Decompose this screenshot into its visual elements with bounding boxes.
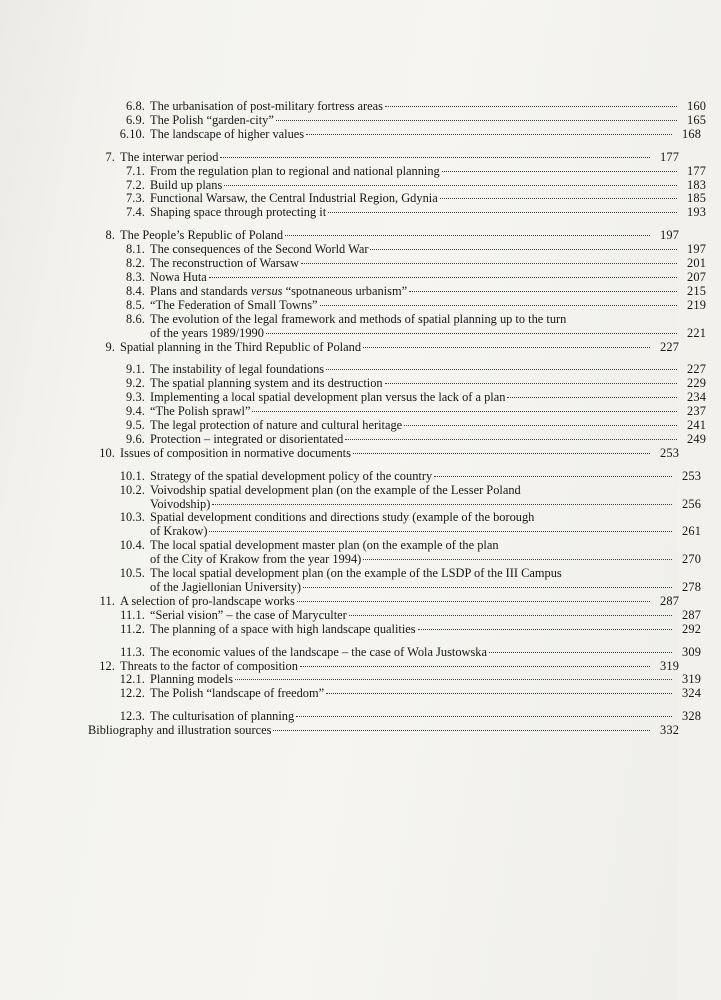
toc-leader-dots bbox=[385, 382, 677, 384]
toc-page-number: 168 bbox=[682, 126, 702, 141]
toc-entry-number: 7.4. bbox=[126, 205, 145, 220]
toc-entry[interactable] bbox=[36, 299, 721, 311]
toc-entry[interactable] bbox=[36, 710, 716, 722]
toc-entry-title: The local spatial development master plan (on the example of the plan bbox=[150, 538, 499, 553]
toc-entry-number: 10.1. bbox=[119, 468, 145, 483]
toc-page-number: 256 bbox=[682, 496, 702, 511]
toc-entry-continuation[interactable] bbox=[36, 498, 716, 510]
toc-entry[interactable] bbox=[36, 539, 716, 551]
toc-entry-title-line2: Voivodship) bbox=[150, 496, 211, 511]
toc-leader-dots bbox=[297, 600, 650, 602]
toc-entry-title: Threats to the factor of composition bbox=[120, 658, 298, 673]
toc-leader-dots bbox=[306, 133, 672, 135]
toc-entry-continuation[interactable] bbox=[36, 581, 716, 593]
toc-entry-number: 8.2. bbox=[126, 256, 145, 271]
toc-entry-title-line2: of the Jagiellonian University) bbox=[150, 580, 302, 594]
toc-entry-number: 8.3. bbox=[126, 269, 145, 284]
toc-entry-number: 12.3. bbox=[119, 709, 145, 724]
toc-entry-number: 10.5. bbox=[119, 566, 145, 581]
toc-entry-title: The Polish “landscape of freedom” bbox=[150, 686, 325, 701]
toc-entry-number: 10. bbox=[99, 445, 115, 460]
toc-entry[interactable] bbox=[36, 405, 721, 417]
toc-leader-dots bbox=[266, 332, 677, 334]
toc-page-number-placeholder bbox=[674, 539, 716, 551]
toc-entry[interactable] bbox=[36, 623, 716, 635]
toc-leader-spacer bbox=[564, 573, 672, 574]
toc-entry-title: The economic values of the landscape – the case of Wola Justowska bbox=[150, 644, 487, 659]
toc-page-number: 219 bbox=[687, 297, 707, 312]
toc-entry-title: From the regulation plan to regional and national planning bbox=[150, 163, 440, 178]
toc-leader-dots bbox=[409, 290, 677, 292]
toc-entry-number-spacer bbox=[110, 525, 150, 537]
toc-entry-number: 11.3. bbox=[120, 644, 145, 659]
toc-entry[interactable] bbox=[36, 229, 694, 241]
toc-entry[interactable] bbox=[36, 257, 721, 269]
toc-entry-number: 12.2. bbox=[119, 686, 145, 701]
toc-page-number: 160 bbox=[687, 99, 707, 113]
toc-page-number: 197 bbox=[660, 228, 680, 243]
toc-leader-dots bbox=[301, 262, 677, 264]
toc-leader-dots bbox=[353, 452, 650, 454]
toc-entry-number: 9.3. bbox=[126, 390, 145, 405]
toc-leader-dots bbox=[326, 692, 672, 694]
toc-entry-number-spacer bbox=[110, 553, 150, 565]
toc-entry-title: The evolution of the legal framework and methods of spatial planning up to the turn bbox=[150, 311, 567, 326]
toc-entry-title: The consequences of the Second World War bbox=[150, 242, 369, 257]
toc-entry-number: 11.2. bbox=[120, 621, 145, 636]
toc-page-number: 207 bbox=[687, 269, 707, 284]
toc-leader-dots bbox=[285, 234, 650, 236]
toc-entry[interactable] bbox=[36, 271, 721, 283]
toc-entry-title: Bibliography and illustration sources bbox=[88, 723, 272, 738]
toc-leader-dots bbox=[235, 678, 672, 680]
toc-entry[interactable] bbox=[36, 511, 716, 523]
toc-entry[interactable] bbox=[36, 363, 721, 375]
toc-leader-dots bbox=[276, 119, 677, 121]
toc-page-number: 253 bbox=[660, 445, 680, 460]
toc-entry-number: 9.5. bbox=[126, 418, 145, 433]
toc-leader-dots bbox=[303, 586, 672, 588]
toc-entry[interactable] bbox=[36, 128, 716, 140]
toc-page-number: 227 bbox=[687, 362, 707, 377]
toc-entry-number-spacer bbox=[115, 327, 150, 339]
toc-entry-number: 8.1. bbox=[126, 242, 145, 257]
toc-entry-title: The culturisation of planning bbox=[150, 709, 295, 724]
toc-entry-continuation[interactable] bbox=[36, 327, 721, 339]
toc-page-number: 241 bbox=[687, 418, 707, 433]
toc-entry-title: Protection – integrated or disorientated bbox=[150, 431, 344, 446]
toc-entry-number: 7.1. bbox=[126, 163, 145, 178]
toc-leader-spacer bbox=[523, 490, 672, 491]
toc-entry-number: 6.9. bbox=[126, 112, 145, 127]
toc-entry[interactable] bbox=[36, 687, 716, 699]
toc-entry-number: 9.6. bbox=[126, 431, 145, 446]
toc-entry[interactable] bbox=[36, 484, 716, 496]
toc-entry-title: Planning models bbox=[150, 672, 233, 687]
toc-leader-dots bbox=[328, 211, 677, 213]
table-of-contents bbox=[36, 99, 707, 738]
toc-entry-number: 9.4. bbox=[126, 404, 145, 419]
toc-entry[interactable] bbox=[36, 609, 716, 621]
toc-page-number: 234 bbox=[687, 390, 707, 405]
toc-entry-title: Plans and standards versus “spotnaneous urbanism” bbox=[150, 283, 408, 298]
toc-page-number-placeholder bbox=[674, 567, 716, 579]
toc-entry-title: Voivodship spatial development plan (on the example of the Lesser Poland bbox=[150, 482, 521, 497]
toc-entry-title: Implementing a local spatial development plan versus the lack of a plan bbox=[150, 390, 506, 405]
toc-entry-number: 8.5. bbox=[126, 297, 145, 312]
toc-page-number: 309 bbox=[682, 644, 702, 659]
toc-entry[interactable] bbox=[36, 243, 721, 255]
toc-entry-title: The landscape of higher values bbox=[150, 126, 305, 141]
toc-entry-title: Shaping space through protecting it bbox=[150, 205, 327, 220]
toc-entry-number: 6.8. bbox=[126, 99, 145, 113]
toc-page-number: 319 bbox=[660, 658, 680, 673]
toc-page-number: 249 bbox=[687, 431, 707, 446]
toc-page-number: 237 bbox=[687, 404, 707, 419]
toc-leader-dots bbox=[209, 530, 672, 532]
toc-entry[interactable] bbox=[36, 341, 694, 353]
toc-entry-title-line2: of Krakow) bbox=[150, 524, 208, 539]
toc-entry[interactable] bbox=[36, 100, 721, 112]
toc-page-number: 177 bbox=[660, 149, 680, 164]
toc-leader-dots bbox=[440, 197, 677, 199]
toc-entry[interactable] bbox=[36, 470, 716, 482]
toc-entry[interactable] bbox=[36, 179, 721, 191]
toc-page-number: 292 bbox=[682, 621, 702, 636]
toc-entry-number: 12. bbox=[99, 658, 115, 673]
toc-entry-title: The planning of a space with high landscape qualities bbox=[150, 621, 416, 636]
toc-entry[interactable] bbox=[36, 419, 721, 431]
toc-leader-dots bbox=[296, 715, 672, 717]
toc-entry-title-line2: of the City of Krakow from the year 1994) bbox=[150, 552, 362, 567]
toc-leader-spacer bbox=[501, 545, 672, 546]
toc-leader-dots bbox=[220, 156, 650, 158]
toc-page-number: 193 bbox=[687, 205, 707, 220]
toc-page-number: 197 bbox=[687, 242, 707, 257]
toc-entry-number: 10.4. bbox=[119, 538, 145, 553]
toc-page-number: 201 bbox=[687, 256, 707, 271]
toc-entry[interactable] bbox=[36, 165, 721, 177]
toc-entry-number: 7.3. bbox=[126, 191, 145, 206]
toc-leader-dots bbox=[418, 628, 672, 630]
toc-leader-dots bbox=[224, 184, 677, 186]
toc-entry-title: “Serial vision” – the case of Maryculter bbox=[150, 607, 347, 622]
toc-entry-number: 9. bbox=[105, 339, 115, 354]
toc-entry[interactable] bbox=[36, 285, 721, 297]
toc-page-number-placeholder bbox=[674, 511, 716, 523]
toc-page-number: 177 bbox=[687, 163, 707, 178]
toc-page-number: 278 bbox=[682, 580, 702, 594]
toc-page-number: 261 bbox=[682, 524, 702, 539]
toc-entry-number: 9.2. bbox=[126, 376, 145, 391]
toc-entry-number: 12.1. bbox=[119, 672, 145, 687]
toc-entry-title: Strategy of the spatial development policy of the country bbox=[150, 468, 433, 483]
toc-entry-number: 7.2. bbox=[126, 177, 145, 192]
toc-page-number: 227 bbox=[660, 339, 680, 354]
toc-entry-number-spacer bbox=[110, 498, 150, 510]
toc-leader-dots bbox=[209, 276, 677, 278]
toc-leader-dots bbox=[320, 304, 677, 306]
toc-entry-number: 7. bbox=[105, 149, 115, 164]
toc-page-number-placeholder bbox=[674, 484, 716, 496]
toc-entry-number-spacer bbox=[110, 581, 150, 593]
toc-leader-dots bbox=[489, 651, 672, 653]
toc-entry-title-line2: of the years 1989/1990 bbox=[150, 325, 264, 340]
toc-entry-title: Nowa Huta bbox=[150, 269, 207, 284]
toc-entry[interactable] bbox=[36, 595, 694, 607]
toc-leader-dots bbox=[404, 424, 677, 426]
toc-entry-title: Functional Warsaw, the Central Industrial Region, Gdynia bbox=[150, 191, 438, 206]
toc-leader-dots bbox=[370, 248, 677, 250]
toc-entry[interactable] bbox=[36, 192, 721, 204]
toc-entry[interactable] bbox=[36, 724, 694, 736]
toc-page-number: 183 bbox=[687, 177, 707, 192]
toc-entry[interactable] bbox=[36, 391, 721, 403]
toc-page-number: 287 bbox=[660, 593, 680, 608]
toc-entry-title: A selection of pro-landscape works bbox=[120, 593, 295, 608]
toc-leader-dots bbox=[252, 410, 677, 412]
toc-page-number: 185 bbox=[687, 191, 707, 206]
toc-entry-title: The reconstruction of Warsaw bbox=[150, 256, 300, 271]
toc-entry-title: The People’s Republic of Poland bbox=[120, 228, 284, 243]
toc-entry-title: “The Polish sprawl” bbox=[150, 404, 251, 419]
toc-entry-number: 6.10. bbox=[119, 126, 145, 141]
toc-leader-dots bbox=[345, 438, 677, 440]
toc-page-number-placeholder bbox=[679, 313, 721, 325]
toc-entry-title: The spatial planning system and its destruction bbox=[150, 376, 383, 391]
toc-entry-title: Spatial planning in the Third Republic of Poland bbox=[120, 339, 362, 354]
toc-page-number: 215 bbox=[687, 283, 707, 298]
toc-entry-number: 11.1. bbox=[120, 607, 145, 622]
toc-entry-title: The urbanisation of post-military fortress areas bbox=[150, 99, 383, 113]
toc-entry-continuation[interactable] bbox=[36, 525, 716, 537]
toc-leader-dots bbox=[326, 368, 677, 370]
toc-page-number: 229 bbox=[687, 376, 707, 391]
toc-leader-dots bbox=[434, 475, 672, 477]
toc-entry[interactable] bbox=[36, 433, 721, 445]
toc-entry-number: 11. bbox=[99, 593, 115, 608]
toc-entry-title: The Polish “garden-city” bbox=[150, 112, 274, 127]
toc-leader-dots bbox=[507, 396, 677, 398]
toc-entry[interactable] bbox=[36, 660, 694, 672]
toc-page-number: 324 bbox=[682, 686, 702, 701]
toc-entry[interactable] bbox=[36, 567, 716, 579]
toc-entry-continuation[interactable] bbox=[36, 553, 716, 565]
toc-entry-title: The local spatial development plan (on the example of the LSDP of the III Campus bbox=[150, 566, 562, 581]
toc-entry-title: Build up plans bbox=[150, 177, 223, 192]
toc-entry-title: The instability of legal foundations bbox=[150, 362, 325, 377]
toc-page-number: 328 bbox=[682, 709, 702, 724]
toc-leader-dots bbox=[349, 614, 672, 616]
toc-leader-dots bbox=[212, 503, 672, 505]
toc-entry-title: The legal protection of nature and cultural heritage bbox=[150, 418, 403, 433]
toc-leader-dots bbox=[363, 346, 650, 348]
toc-entry-title: Spatial development conditions and directions study (example of the borough bbox=[150, 510, 535, 525]
toc-entry[interactable] bbox=[36, 673, 716, 685]
toc-page-number: 253 bbox=[682, 468, 702, 483]
toc-entry[interactable] bbox=[36, 377, 721, 389]
toc-entry[interactable] bbox=[36, 206, 721, 218]
toc-page-number: 332 bbox=[660, 723, 680, 738]
toc-entry-number: 8.6. bbox=[126, 311, 145, 326]
toc-entry-number: 8. bbox=[105, 228, 115, 243]
toc-leader-spacer bbox=[568, 319, 677, 320]
toc-page-number: 287 bbox=[682, 607, 702, 622]
toc-entry-number: 9.1. bbox=[126, 362, 145, 377]
toc-entry[interactable] bbox=[36, 447, 694, 459]
toc-entry[interactable] bbox=[36, 114, 721, 126]
toc-leader-dots bbox=[363, 558, 672, 560]
toc-entry[interactable] bbox=[36, 313, 721, 325]
toc-page-number: 165 bbox=[687, 112, 707, 127]
toc-entry-title: The interwar period bbox=[120, 149, 219, 164]
toc-leader-dots bbox=[385, 105, 677, 107]
toc-leader-spacer bbox=[536, 517, 672, 518]
toc-leader-dots bbox=[442, 170, 677, 172]
toc-entry-number: 10.3. bbox=[119, 510, 145, 525]
toc-entry[interactable] bbox=[36, 151, 694, 163]
toc-entry-title: “The Federation of Small Towns” bbox=[150, 297, 318, 312]
toc-entry-number: 8.4. bbox=[126, 283, 145, 298]
toc-leader-dots bbox=[273, 729, 650, 731]
toc-entry[interactable] bbox=[36, 646, 716, 658]
toc-entry-number: 10.2. bbox=[119, 482, 145, 497]
toc-page-number: 270 bbox=[682, 552, 702, 567]
toc-page-number: 221 bbox=[687, 325, 707, 340]
toc-entry-title: Issues of composition in normative documents bbox=[120, 445, 351, 460]
toc-leader-dots bbox=[300, 665, 650, 667]
toc-page-number: 319 bbox=[682, 672, 702, 687]
